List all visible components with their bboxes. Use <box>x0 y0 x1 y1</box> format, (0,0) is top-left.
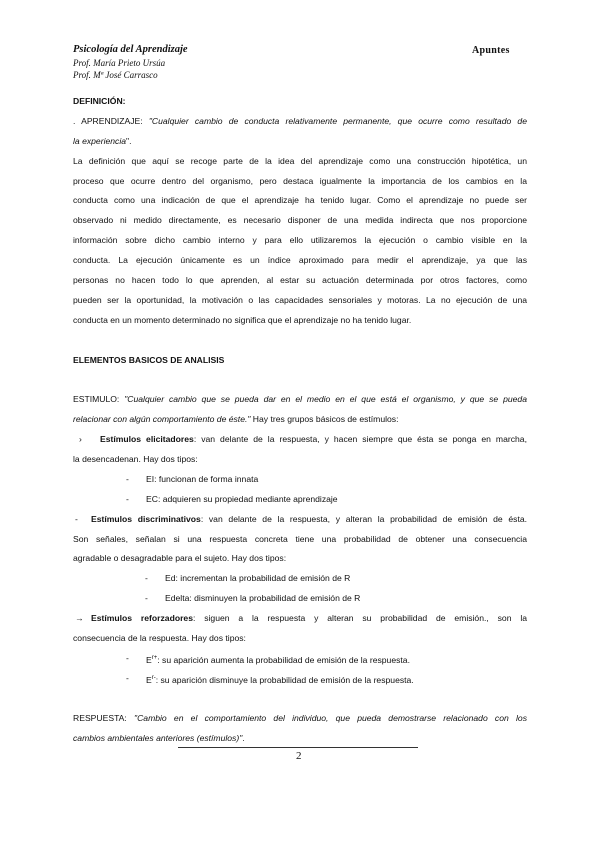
bullet-elicitadores <box>73 430 527 450</box>
sub-item <box>73 569 527 589</box>
dash-marker: - <box>126 672 129 683</box>
symbol-description: : su aparición aumenta la probabilidad de emisión de la respuesta. <box>157 654 410 665</box>
sub-item <box>73 649 527 669</box>
sub-item-text <box>146 669 414 691</box>
sub-item <box>73 669 527 689</box>
section-heading-definicion: DEFINICIÓN: <box>73 96 126 106</box>
estimulo-tail: Hay tres grupos básicos de estímulos: <box>250 414 399 425</box>
symbol-description: : su aparición disminuye la probabilidad de emisión de la respuesta. <box>155 674 414 685</box>
respuesta-definition-line-2 <box>73 729 527 749</box>
paragraph-line: personas no hacen todo lo que aprenden, al estar su actuación determinada por otros factores, como <box>73 275 527 286</box>
author-1: Prof. María Prieto Ursúa <box>73 58 166 68</box>
dash-marker: - <box>126 493 129 504</box>
bullet-continuation: consecuencia de la respuesta. Hay dos tipos: <box>73 633 246 644</box>
sub-item <box>73 470 527 490</box>
sub-item-text: Ed: incrementan la probabilidad de emisión de R <box>165 573 351 584</box>
bullet-text <box>91 609 527 629</box>
bullet-marker: › <box>79 434 82 445</box>
sub-item-text: EI: funcionan de forma innata <box>146 473 259 484</box>
symbol-superscript: r- <box>151 674 156 681</box>
symbol-superscript: r+ <box>151 654 158 661</box>
estimulo-quote: "Cualquier cambio que se pueda dar en el medio en el que está el organismo, y que se pueda <box>124 394 527 405</box>
paragraph-line: información sobre dicho cambio interno y para ello utilizaremos la ejecución o cambio visible en la <box>73 235 527 246</box>
estimulo-definition-line-1 <box>73 390 527 410</box>
term-description: : van delante de la respuesta, y alteran la probabilidad de emisión de ésta. <box>200 513 528 524</box>
respuesta-label: RESPUESTA: <box>73 712 135 723</box>
author-2: Prof. Mª José Carrasco <box>73 70 158 80</box>
aprendizaje-definition-line-1 <box>73 112 527 132</box>
dash-marker: - <box>126 652 129 663</box>
paragraph-line: conducta. La ejecución únicamente es un índice aproximado para medir el aprendizaje, ya que las <box>73 255 527 266</box>
bullet-continuation: agradable o desagradable para el sujeto. Hay dos tipos: <box>73 553 287 564</box>
bullet-reforzadores <box>73 609 527 629</box>
respuesta-quote-cont: cambios ambientales anteriores (estímulos)" <box>73 732 243 743</box>
symbol-base: E <box>146 654 152 665</box>
sub-item <box>73 589 527 609</box>
page-body <box>73 92 527 748</box>
dash-marker: - <box>145 593 148 604</box>
term-description: : van delante de la respuesta, y hacen siempre que ésta se ponga en marcha, <box>193 434 527 445</box>
term-description: : siguen a la respuesta y alteran su probabilidad de emisión., son la <box>192 613 528 624</box>
estimulo-quote-cont: relacionar con algún comportamiento de éste." <box>73 414 251 425</box>
arrow-icon: → <box>75 613 84 624</box>
aprendizaje-quote-end: ". <box>126 135 132 146</box>
estimulo-definition-line-2 <box>73 410 527 430</box>
bullet-discriminativos <box>73 510 527 530</box>
estimulo-label: ESTIMULO: <box>73 394 125 405</box>
aprendizaje-label: . APRENDIZAJE: <box>73 115 149 126</box>
paragraph-line: pueden ser la oportunidad, la motivación o las capacidades sensoriales y motoras. La no ejecución de una <box>73 294 527 305</box>
document-type-label: Apuntes <box>472 45 510 56</box>
aprendizaje-quote: "Cualquier cambio de conducta relativamente permanente, que ocurre como resultado de <box>148 115 527 126</box>
bullet-text <box>91 510 527 530</box>
paragraph-line: proceso que ocurre dentro del organismo, pero destaca igualmente la importancia de los cambios en la <box>73 175 527 186</box>
page-number: 2 <box>296 750 302 762</box>
aprendizaje-quote-cont: la experiencia <box>73 135 127 146</box>
bullet-text <box>100 430 527 450</box>
term-elicitadores: Estímulos elicitadores <box>100 434 194 445</box>
sub-item-text <box>146 649 410 671</box>
sub-item-text: EC: adquieren su propiedad mediante aprendizaje <box>146 493 338 504</box>
symbol-base: E <box>146 674 152 685</box>
paragraph-line: conducta en un momento determinado no significa que el aprendizaje no ha tenido lugar. <box>73 314 412 325</box>
sub-item <box>73 490 527 510</box>
section-heading-elementos: ELEMENTOS BASICOS DE ANALISIS <box>73 354 225 365</box>
bullet-continuation: la desencadenan. Hay dos tipos: <box>73 454 198 465</box>
paragraph-line: conducta como una indicación de que el aprendizaje ha tenido lugar. Como el aprendizaje no puede ser <box>73 195 527 206</box>
respuesta-end: . <box>242 732 245 743</box>
footer-rule <box>178 747 418 748</box>
term-discriminativos: Estímulos discriminativos <box>91 513 201 524</box>
document-title: Psicología del Aprendizaje <box>73 44 188 55</box>
dash-marker: - <box>145 573 148 584</box>
bullet-marker: - <box>75 513 78 524</box>
respuesta-quote: "Cambio en el comportamiento del individuo, que pueda demostrarse relacionado con los <box>134 712 527 723</box>
respuesta-definition-line-1 <box>73 709 527 729</box>
sub-item-text: Edelta: disminuyen la probabilidad de emisión de R <box>165 593 361 604</box>
dash-marker: - <box>126 473 129 484</box>
term-reforzadores: Estímulos reforzadores <box>91 613 193 624</box>
aprendizaje-definition-line-2 <box>73 132 527 152</box>
paragraph-line: La definición que aquí se recoge parte de la idea del aprendizaje como una construcción hipotética, un <box>73 155 527 166</box>
bullet-continuation: Son señales, señalan si una respuesta concreta tiene una probabilidad de obtener una consecuencia <box>73 533 527 544</box>
paragraph-line: observado ni medido directamente, es necesario disponer de una medida indirecta que nos proporcione <box>73 215 527 226</box>
